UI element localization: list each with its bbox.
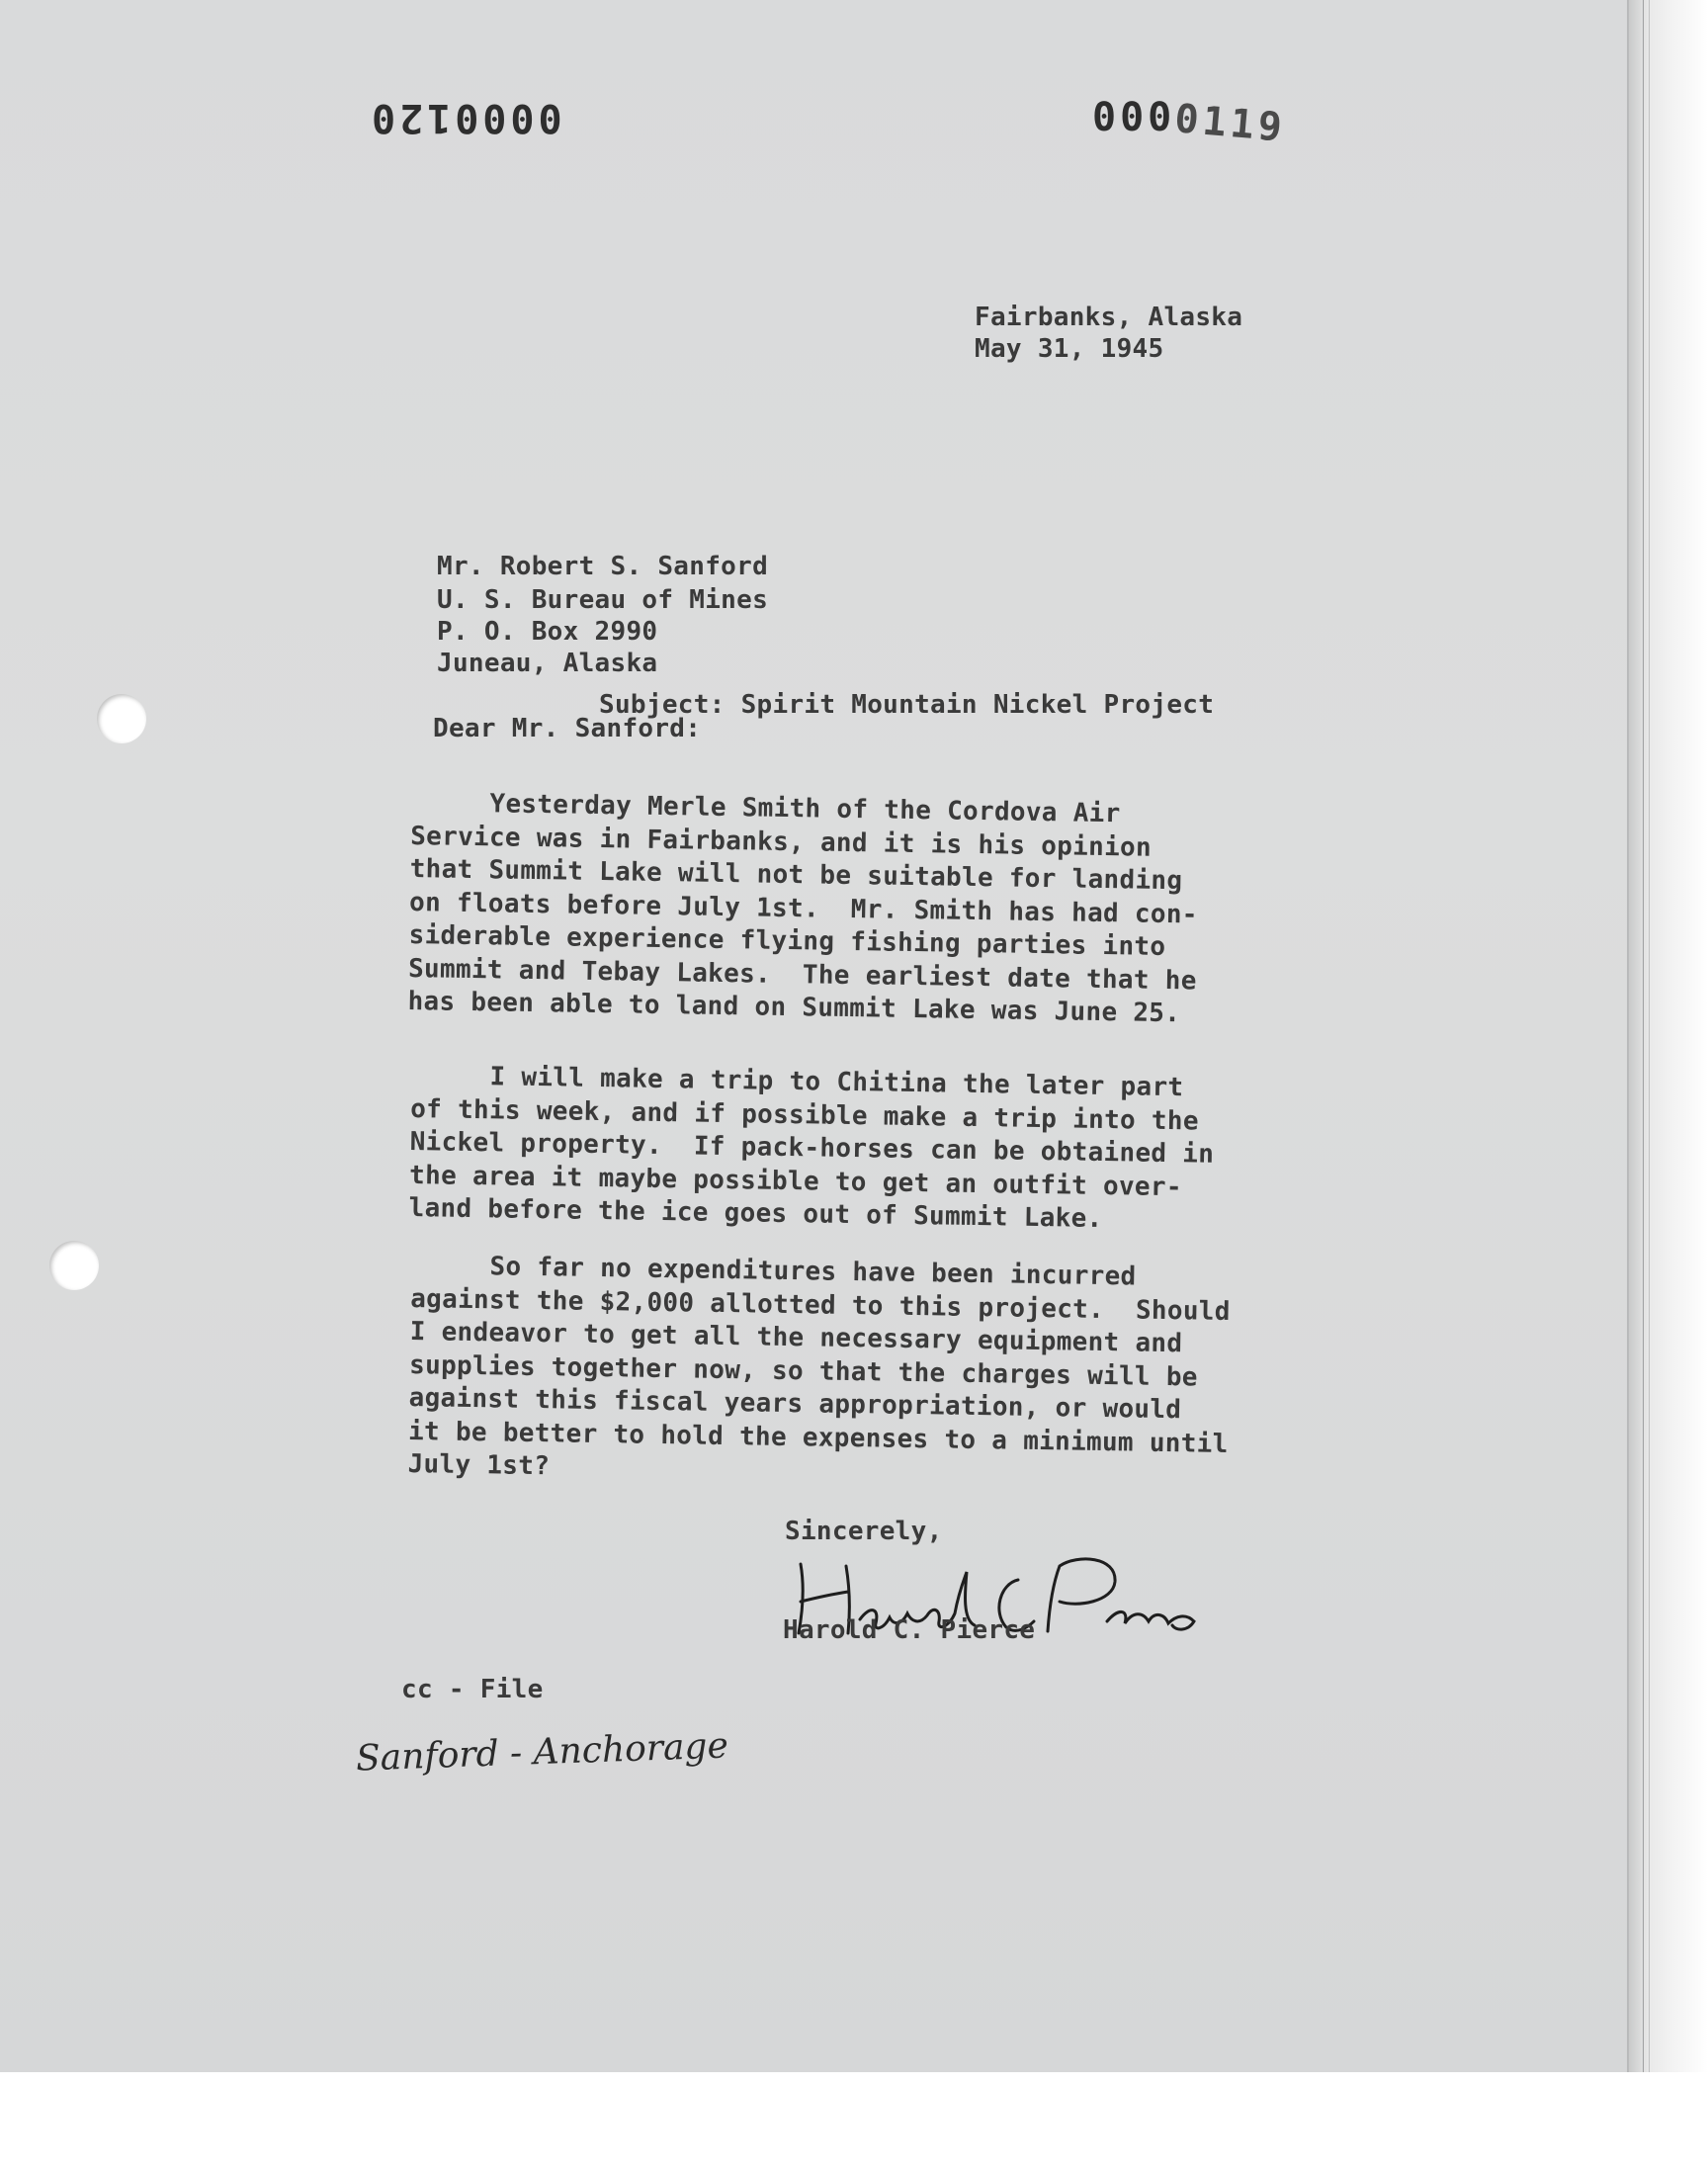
scanner-margin <box>1629 0 1708 2072</box>
body-line: against this fiscal years appropriation, or would <box>408 1382 1182 1426</box>
recipient-po-box: P. O. Box 2990 <box>437 617 658 647</box>
body-line: I endeavor to get all the necessary equipment and <box>409 1316 1183 1359</box>
file-number-stamp <box>1092 95 1288 151</box>
body-line: July 1st? <box>407 1448 551 1482</box>
body-paragraph-2 <box>408 1060 1281 1239</box>
body-line: the area it maybe possible to get an outfit over- <box>408 1160 1183 1202</box>
body-line: Nickel property. If pack-horses can be obtained in <box>409 1126 1215 1170</box>
body-line: Service was in Fairbanks, and it is his opinion <box>409 821 1153 863</box>
scanner-bottom-margin <box>0 2072 1708 2175</box>
body-line: on floats before July 1st. Mr. Smith has had con- <box>408 887 1198 930</box>
closing-sincerely: Sincerely, <box>785 1517 943 1546</box>
body-paragraph-3 <box>407 1250 1281 1495</box>
handwritten-note: Sanford - Anchorage <box>355 1725 729 1780</box>
margin-line <box>1643 0 1644 2072</box>
punch-hole-bottom <box>49 1241 99 1290</box>
letter-subject: Subject: Spirit Mountain Nickel Project <box>599 690 1215 720</box>
letter-date: May 31, 1945 <box>975 334 1164 364</box>
body-paragraph-1 <box>407 787 1281 1032</box>
file-number-stamp-main: 000 <box>1092 95 1176 140</box>
cc-file: cc - File <box>401 1675 544 1704</box>
signer-name: Harold C. Pierce <box>783 1615 1036 1645</box>
punch-hole-top <box>97 694 146 743</box>
body-line: Summit and Tebay Lakes. The earliest date that he <box>407 953 1197 997</box>
body-line: supplies together now, so that the charges will be <box>408 1349 1198 1393</box>
body-line: So far no expenditures have been incurred <box>410 1250 1137 1292</box>
file-number-stamp-faint: 0119 <box>1172 96 1288 151</box>
recipient-name: Mr. Robert S. Sanford <box>437 552 769 581</box>
body-line: Yesterday Merle Smith of the Cordova Air <box>410 787 1121 829</box>
recipient-organization: U. S. Bureau of Mines <box>437 585 769 615</box>
body-line: of this week, and if possible make a trip into the <box>409 1093 1200 1137</box>
recipient-city: Juneau, Alaska <box>437 649 658 678</box>
body-line: has been able to land on Summit Lake was June 25. <box>407 986 1181 1029</box>
letter-salutation: Dear Mr. Sanford: <box>433 714 702 743</box>
body-line: it be better to hold the expenses to a minimum until <box>407 1416 1229 1459</box>
file-number-stamp-flipped: 0000120 <box>368 95 562 140</box>
body-line: that Summit Lake will not be suitable for landing <box>409 853 1183 897</box>
margin-line <box>1649 0 1650 2072</box>
letter-place: Fairbanks, Alaska <box>975 303 1243 332</box>
body-line: land before the ice goes out of Summit Lake. <box>408 1192 1103 1235</box>
body-line: siderable experience flying fishing parties into <box>408 919 1166 963</box>
body-line: I will make a trip to Chitina the later part <box>410 1060 1184 1103</box>
body-line: against the $2,000 allotted to this project. Should <box>409 1283 1231 1327</box>
